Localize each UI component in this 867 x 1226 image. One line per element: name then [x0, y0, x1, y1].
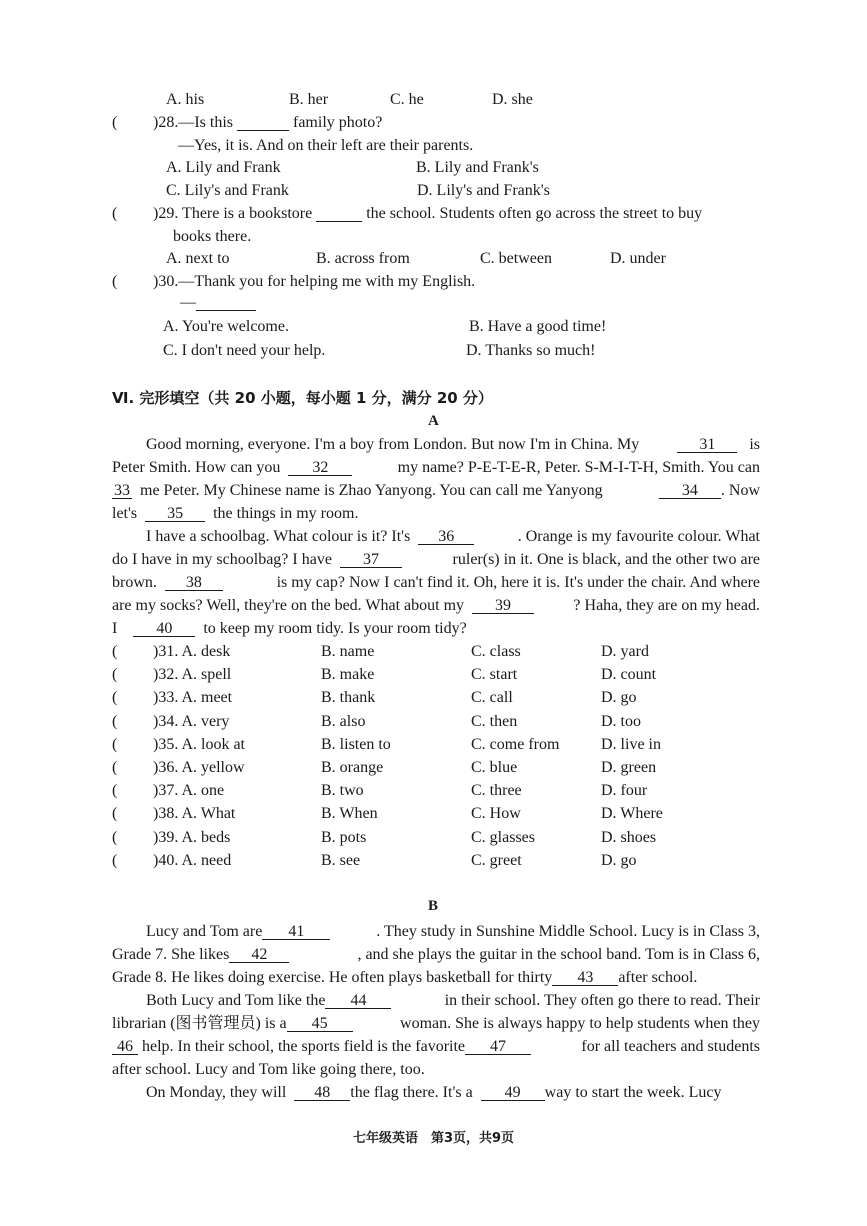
mc-row-option-b: B. also — [321, 712, 366, 730]
q29-stem-rest: the school. Students often go across the street to buy — [366, 205, 703, 222]
mc-row-option-c: C. start — [471, 666, 518, 684]
passage-text: Grade 8. He likes doing exercise. He often plays basketball for thirty — [112, 969, 553, 986]
mc-row-paren: ( — [112, 851, 118, 869]
blank-49: 49 — [481, 1085, 545, 1101]
mc-row-option-b: B. pots — [321, 828, 367, 846]
passage-text: . They study in Sunshine Middle School. Lucy is in Class 3, — [376, 923, 760, 940]
passage-b-line: after school. Lucy and Tom like going there, too. — [112, 1061, 425, 1078]
blank-35: 35 — [145, 506, 205, 522]
passage-text-group — [112, 1012, 353, 1035]
passage-text-group — [146, 525, 474, 548]
mc-row-paren: ( — [112, 828, 118, 846]
mc-row-option-b: B. name — [321, 643, 375, 660]
passage-text-group — [146, 1081, 722, 1104]
blank-37: 37 — [340, 552, 402, 568]
mc-row-option-a: )38. A. What — [153, 805, 236, 823]
passage-text: to keep my room tidy. Is your room tidy? — [203, 620, 467, 637]
passage-text: ruler(s) in it. One is black, and the other two are — [452, 551, 760, 568]
mc-row-option-d: D. count — [601, 666, 657, 684]
mc-row-option-b: B. orange — [321, 759, 384, 776]
q27-option-b: B. her — [289, 91, 329, 108]
q28-option-b: B. Lily and Frank's — [416, 159, 539, 176]
passage-text: On Monday, they will — [146, 1084, 287, 1101]
passage-b-line — [112, 920, 760, 943]
q28-blank — [237, 115, 289, 131]
passage-text: in their school. They often go there to read. Their — [444, 992, 760, 1009]
passage-a-line — [112, 433, 760, 456]
q29-option-d: D. under — [610, 250, 666, 267]
passage-text-group — [677, 433, 760, 456]
blank-31: 31 — [677, 437, 737, 453]
passage-text-group — [112, 456, 352, 479]
passage-text: woman. She is always happy to help students when they — [400, 1015, 760, 1032]
mc-row-option-b: B. When — [321, 805, 378, 823]
passage-text-group — [659, 479, 760, 502]
mc-row-option-c: C. come from — [471, 735, 560, 753]
q30-paren: ( — [112, 273, 118, 290]
mc-row-option-a: )31. A. desk — [153, 643, 231, 660]
mc-row-option-d: D. go — [601, 851, 637, 869]
passage-text: help. In their school, the sports field is the favorite — [142, 1038, 466, 1055]
q28-line2: —Yes, it is. And on their left are their parents. — [178, 137, 474, 154]
passage-a — [112, 433, 760, 640]
passage-text: my name? P-E-T-E-R, Peter. S-M-I-T-H, Smith. You can — [397, 459, 760, 476]
mc-row-paren: ( — [112, 759, 118, 776]
mc-row-option-a: )35. A. look at — [153, 735, 245, 753]
mc-row-option-c: C. blue — [471, 759, 518, 776]
passage-text: ? Haha, they are on my head. — [573, 597, 760, 614]
passage-a-line — [112, 479, 760, 502]
passage-text: is — [749, 436, 760, 453]
q30-reply-dash: — — [180, 294, 196, 311]
passage-text: do I have in my schoolbag? I have — [112, 551, 332, 568]
passage-text: Good morning, everyone. I'm a boy from London. But now I'm in China. My — [146, 436, 640, 453]
passage-text: , and she plays the guitar in the school band. Tom is in Class 6, — [357, 946, 760, 963]
mc-row-option-a: )36. A. yellow — [153, 759, 245, 776]
passage-text-group — [112, 1035, 531, 1058]
mc-row-option-a: )33. A. meet — [153, 689, 233, 707]
q29-stem — [153, 205, 702, 223]
mc-row-option-d: D. four — [601, 782, 648, 800]
blank-46: 46 — [112, 1039, 138, 1055]
passage-text: the flag there. It's a — [350, 1084, 473, 1101]
part-a-heading: A — [428, 413, 439, 429]
passage-a-line — [112, 525, 760, 548]
passage-a-line — [112, 502, 760, 525]
passage-a-line — [112, 571, 760, 594]
blank-44: 44 — [325, 993, 391, 1009]
blank-40: 40 — [133, 621, 195, 637]
q28-option-d: D. Lily's and Frank's — [417, 182, 550, 199]
blank-48: 48 — [294, 1085, 350, 1101]
q29-line2: books there. — [173, 228, 252, 245]
passage-text-group — [146, 989, 391, 1012]
q27-option-d: D. she — [492, 91, 533, 108]
q28-paren: ( — [112, 114, 118, 131]
mc-row-option-a: )34. A. very — [153, 712, 230, 730]
mc-row-option-d: D. shoes — [601, 828, 657, 846]
passage-a-line — [112, 594, 760, 617]
mc-row-paren: ( — [112, 712, 118, 730]
passage-b — [112, 920, 760, 1104]
blank-33: 33 — [114, 482, 130, 499]
passage-text: let's — [112, 505, 138, 522]
passage-a-line — [112, 548, 760, 571]
passage-text-group — [112, 943, 289, 966]
q30-option-d: D. Thanks so much! — [466, 342, 596, 359]
mc-row-paren: ( — [112, 643, 118, 660]
passage-text: Lucy and Tom are — [146, 923, 263, 940]
q27-option-a: A. his — [166, 91, 205, 108]
blank-43: 43 — [552, 970, 618, 986]
passage-text: . Now — [720, 482, 760, 499]
passage-text: Grade 7. She likes — [112, 946, 230, 963]
mc-row-option-a: )37. A. one — [153, 782, 225, 800]
passage-text: brown. — [112, 574, 157, 591]
q27-option-c: C. he — [390, 91, 424, 108]
q28-stem-prefix: )28.—Is this — [153, 114, 233, 131]
page-footer: 七年级英语 第3页，共9页 — [352, 1131, 515, 1146]
passage-text-group — [146, 920, 330, 943]
passage-text: way to start the week. Lucy — [544, 1084, 722, 1101]
mc-row-option-d: D. Where — [601, 805, 663, 823]
q30-option-b: B. Have a good time! — [469, 318, 607, 335]
passage-text-group — [112, 548, 402, 571]
q28-option-c: C. Lily's and Frank — [166, 182, 289, 199]
blank-41: 41 — [262, 924, 330, 940]
q29-blank — [316, 206, 362, 222]
mc-row-option-d: D. yard — [601, 643, 649, 660]
mc-row-option-b: B. listen to — [321, 735, 391, 753]
mc-row-paren: ( — [112, 666, 118, 684]
passage-a-line — [112, 617, 760, 640]
q29-stem-prefix: )29. There is a bookstore — [153, 205, 313, 222]
mc-row-option-b: B. two — [321, 782, 364, 800]
mc-row-option-d: D. green — [601, 759, 657, 776]
blank-36: 36 — [418, 529, 474, 545]
passage-b-line — [112, 1035, 760, 1058]
mc-row-option-d: D. live in — [601, 735, 661, 753]
mc-row-option-b: B. make — [321, 666, 375, 684]
passage-text: are my socks? Well, they're on the bed. What about my — [112, 597, 465, 614]
part-b-heading: B — [428, 898, 439, 914]
mc-row-option-a: )32. A. spell — [153, 666, 232, 684]
passage-text: Peter Smith. How can you — [112, 459, 281, 476]
mc-row-option-c: C. three — [471, 782, 522, 800]
mc-row-paren: ( — [112, 805, 118, 823]
passage-b-line — [112, 943, 760, 966]
q28-option-a: A. Lily and Frank — [166, 159, 281, 176]
passage-a-line — [112, 456, 760, 479]
mc-row-option-d: D. go — [601, 689, 637, 707]
passage-text: I have a schoolbag. What colour is it? It's — [146, 528, 411, 545]
passage-b-line — [112, 1081, 760, 1104]
q28-stem — [153, 114, 382, 132]
blank-34: 34 — [659, 483, 721, 499]
q30-reply — [180, 294, 256, 312]
blank-32: 32 — [288, 460, 352, 476]
q30-blank — [196, 295, 256, 311]
passage-text-group — [112, 479, 603, 502]
mc-row-paren: ( — [112, 689, 118, 707]
passage-text: . Orange is my favourite colour. What — [517, 528, 760, 545]
mc-row-option-d: D. too — [601, 712, 641, 730]
passage-text: me Peter. My Chinese name is Zhao Yanyong. You can call me Yanyong — [140, 482, 603, 499]
blank-38: 38 — [165, 575, 223, 591]
q29-option-b: B. across from — [316, 250, 410, 267]
passage-text: the things in my room. — [213, 505, 359, 522]
q30-option-a: A. You're welcome. — [163, 318, 289, 335]
passage-text: I — [112, 620, 118, 637]
mc-row-option-c: C. call — [471, 689, 513, 707]
section-title: Ⅵ. 完形填空（共 20 小题，每小题 1 分，满分 20 分） — [112, 389, 493, 407]
passage-text: for all teachers and students — [581, 1038, 760, 1055]
mc-row-option-c: C. How — [471, 805, 521, 823]
passage-text: Both Lucy and Tom like the — [146, 992, 326, 1009]
mc-row-paren: ( — [112, 782, 118, 800]
q29-option-c: C. between — [480, 250, 552, 267]
passage-text: after school. — [618, 969, 698, 986]
mc-row-option-a: )40. A. need — [153, 851, 232, 869]
passage-b-line — [112, 966, 760, 989]
q28-stem-rest: family photo? — [293, 114, 383, 131]
blank-42: 42 — [229, 947, 289, 963]
mc-row-option-c: C. glasses — [471, 828, 535, 846]
q30-stem: )30.—Thank you for helping me with my English. — [153, 273, 476, 290]
blank-47: 47 — [465, 1039, 531, 1055]
blank-39: 39 — [472, 598, 534, 614]
mc-row-option-c: C. class — [471, 643, 521, 660]
passage-text-group — [112, 571, 223, 594]
mc-row-option-a: )39. A. beds — [153, 828, 231, 846]
blank-45: 45 — [287, 1016, 353, 1032]
passage-b-line — [112, 1012, 760, 1035]
passage-text: librarian (图书管理员) is a — [112, 1015, 287, 1032]
passage-text: is my cap? Now I can't find it. Oh, here it is. It's under the chair. And where — [276, 574, 760, 591]
mc-row-paren: ( — [112, 735, 118, 753]
passage-b-line — [112, 989, 760, 1012]
mc-row-option-c: C. then — [471, 712, 518, 730]
q29-paren: ( — [112, 205, 118, 222]
mc-row-option-b: B. see — [321, 851, 361, 869]
q30-option-c: C. I don't need your help. — [163, 342, 326, 359]
mc-row-option-c: C. greet — [471, 851, 522, 869]
q29-option-a: A. next to — [166, 250, 230, 267]
mc-row-option-b: B. thank — [321, 689, 376, 707]
passage-text-group — [112, 594, 534, 617]
